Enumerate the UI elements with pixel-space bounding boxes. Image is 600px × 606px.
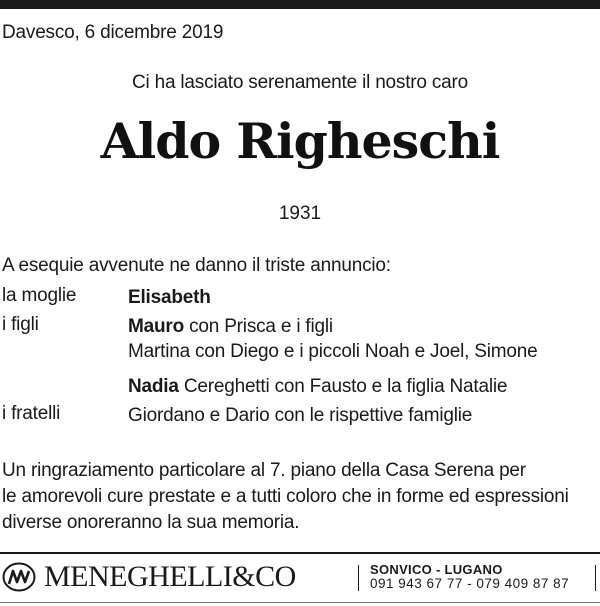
mourner-bold-name: Nadia (128, 376, 179, 397)
footer-separator (595, 565, 596, 591)
intro-text: Ci ha lasciato serenamente il nostro caro (131, 72, 469, 93)
mourner-line (128, 374, 592, 399)
top-rule (0, 0, 600, 9)
mourner-bold-name: Elisabeth (128, 287, 211, 308)
thanks-line: le amorevoli cure prestate e a tutti coloro che in forme ed espressioni (2, 486, 569, 507)
mourner-names (128, 403, 592, 428)
relation-label: i figli (2, 314, 39, 335)
thanks-paragraph (2, 458, 598, 536)
mourner-row-children (2, 314, 592, 364)
mourner-bold-name: Mauro (128, 316, 185, 337)
deceased-name: Aldo Righeschi (100, 112, 500, 170)
mourner-line (128, 403, 592, 428)
footer-bottom-rule (0, 602, 600, 603)
relation-label: la moglie (2, 285, 77, 306)
company-phones: 091 943 67 77 - 079 409 87 87 (370, 576, 570, 591)
footer-top-rule (0, 552, 600, 554)
relation-label (2, 374, 128, 399)
relation-label: i fratelli (2, 403, 61, 424)
announcement-text: A esequie avvenute ne danno il triste annuncio: (2, 255, 391, 276)
mourner-names (128, 314, 592, 364)
mourner-line (128, 339, 592, 364)
mourner-line (128, 285, 592, 310)
mourner-text: Cereghetti con Fausto e la figlia Natalie (178, 376, 508, 397)
thanks-line: Un ringraziamento particolare al 7. piano della Casa Serena per (2, 460, 526, 481)
mourner-row-siblings (2, 403, 592, 428)
mourner-names (128, 285, 592, 310)
m-monogram-icon (2, 562, 36, 592)
thanks-line: diverse onoreranno la sua memoria. (2, 512, 300, 533)
place-date: Davesco, 6 dicembre 2019 (2, 22, 224, 43)
mourner-text: con Prisca e i figli (184, 316, 333, 337)
mourner-names (128, 374, 592, 399)
company-name: MENEGHELLI&CO (44, 560, 296, 593)
mourner-line (128, 314, 592, 339)
mourner-row-wife (2, 285, 592, 310)
mourner-text: Giordano e Dario con le rispettive famiglie (128, 405, 473, 426)
birth-year: 1931 (278, 203, 322, 224)
footer-separator (358, 565, 359, 591)
mourner-row-daughter (2, 374, 592, 399)
company-location: SONVICO - LUGANO (370, 562, 503, 577)
mourners-list (2, 285, 592, 432)
mourner-text: Martina con Diego e i piccoli Noah e Joel, Simone (128, 341, 538, 362)
